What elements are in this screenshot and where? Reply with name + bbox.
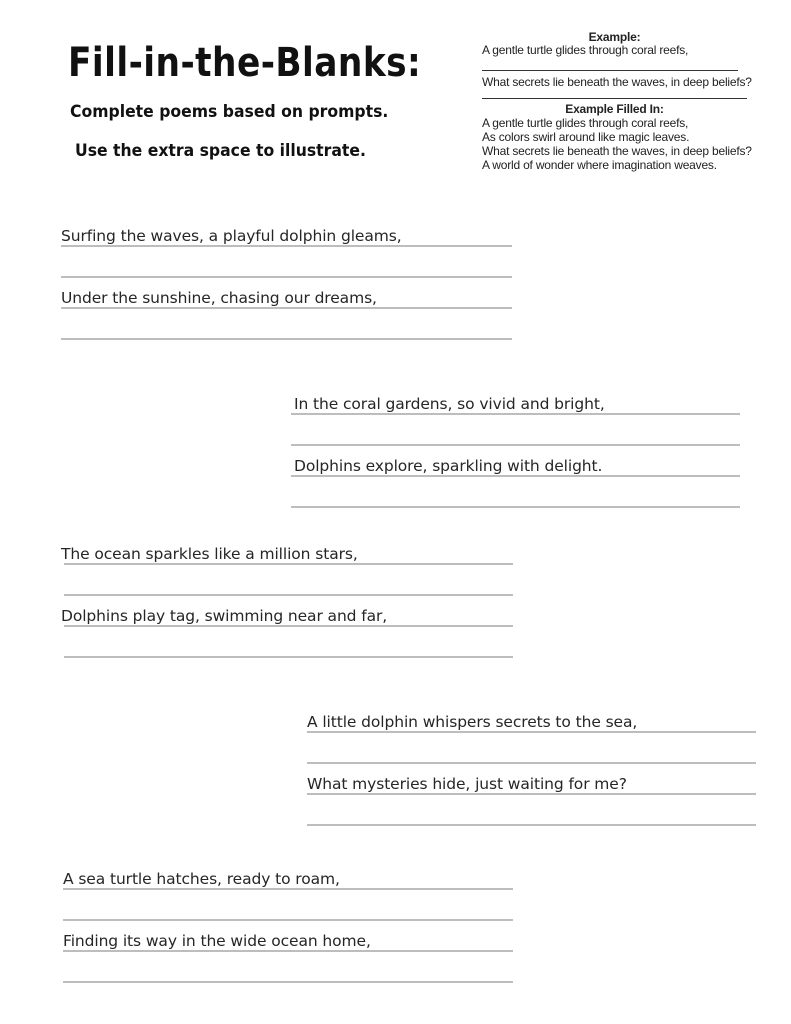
example-blank-2 [482, 98, 747, 99]
poem-line[interactable] [61, 534, 513, 565]
blank-rule [61, 338, 512, 340]
example-filled-line-2: As colors swirl around like magic leaves. [482, 130, 690, 144]
prompt-text: Dolphins play tag, swimming near and far, [61, 607, 388, 625]
prompt-text: Finding its way in the wide ocean home, [63, 932, 371, 950]
blank-rule [64, 656, 513, 658]
blank-rule [291, 506, 740, 508]
prompt-text: Under the sunshine, chasing our dreams, [61, 289, 377, 307]
poem-blank-line[interactable] [307, 795, 756, 826]
poem-blank-line[interactable] [291, 415, 740, 446]
poem-line[interactable] [63, 921, 513, 952]
poem-blank-line[interactable] [61, 565, 513, 596]
example-filled-line-1: A gentle turtle glides through coral reefs, [482, 116, 689, 130]
example-line-3: What secrets lie beneath the waves, in deep beliefs? [482, 75, 752, 89]
poem-blank-line[interactable] [63, 890, 513, 921]
prompt-text: Dolphins explore, sparkling with delight. [294, 457, 603, 475]
poem-line[interactable] [61, 216, 512, 247]
example-filled-heading [482, 102, 772, 116]
poem-block-1 [61, 216, 512, 341]
poem-blank-line[interactable] [61, 627, 513, 658]
prompt-text: In the coral gardens, so vivid and bright, [294, 395, 605, 413]
example-blank-1 [482, 70, 738, 71]
poem-blank-line[interactable] [61, 247, 512, 278]
example-filled-heading-text: Example Filled In: [565, 102, 664, 116]
poem-blank-line[interactable] [63, 952, 513, 983]
poem-block-2 [291, 384, 740, 509]
instruction-line-2: Use the extra space to illustrate. [75, 141, 366, 161]
blank-rule [63, 981, 513, 983]
poem-line[interactable] [291, 446, 740, 477]
example-line-1: A gentle turtle glides through coral reefs, [482, 43, 689, 57]
prompt-text: The ocean sparkles like a million stars, [61, 545, 358, 563]
poem-blank-line[interactable] [291, 477, 740, 508]
page-title: Fill-in-the-Blanks: [68, 40, 422, 86]
prompt-text: Surfing the waves, a playful dolphin gleams, [61, 227, 402, 245]
example-heading-text: Example: [588, 30, 641, 44]
blank-rule [307, 824, 756, 826]
poem-line[interactable] [307, 702, 756, 733]
poem-block-4 [307, 702, 756, 827]
prompt-text: A little dolphin whispers secrets to the sea, [307, 713, 638, 731]
poem-block-5 [63, 859, 513, 984]
instruction-line-1: Complete poems based on prompts. [70, 102, 389, 122]
poem-blank-line[interactable] [61, 309, 512, 340]
poem-line[interactable] [307, 764, 756, 795]
poem-line[interactable] [291, 384, 740, 415]
poem-line[interactable] [61, 596, 513, 627]
example-filled-line-3: What secrets lie beneath the waves, in deep beliefs? [482, 144, 752, 158]
poem-line[interactable] [61, 278, 512, 309]
poem-block-3 [61, 534, 513, 659]
poem-blank-line[interactable] [307, 733, 756, 764]
prompt-text: What mysteries hide, just waiting for me? [307, 775, 627, 793]
example-heading [482, 30, 772, 44]
poem-line[interactable] [63, 859, 513, 890]
example-filled-line-4: A world of wonder where imagination weaves. [482, 158, 717, 172]
prompt-text: A sea turtle hatches, ready to roam, [63, 870, 340, 888]
